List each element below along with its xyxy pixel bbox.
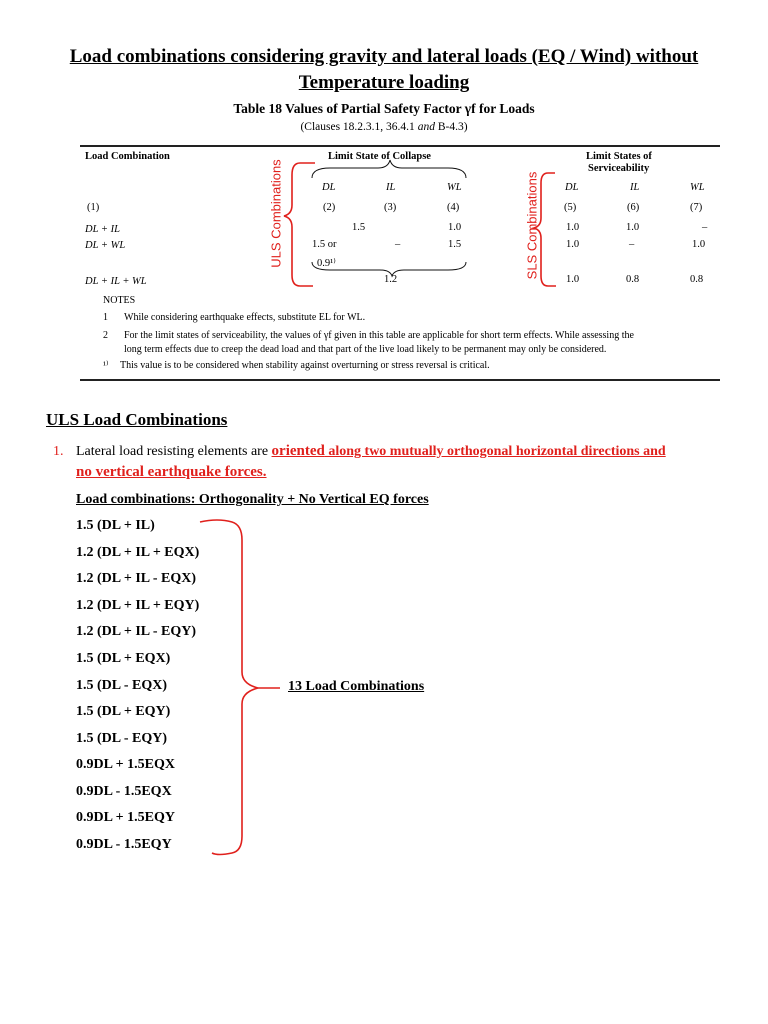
table-cell: 1.0: [626, 222, 640, 233]
sls-brace: [534, 173, 556, 286]
combination-item: 1.5 (DL + EQY): [76, 704, 171, 719]
combinations-brace: [200, 520, 258, 855]
table-cell: 1.0: [692, 239, 706, 250]
note-3: This value is to be considered when stability against overturning or stress reversal is critical.: [120, 360, 490, 371]
combination-item: 1.5 (DL + EQX): [76, 651, 171, 666]
clauses-suffix: B-4.3): [434, 121, 468, 133]
table-cell: –: [629, 239, 635, 250]
combination-item: 1.2 (DL + IL - EQX): [76, 571, 196, 586]
table-cell: 1.5: [352, 222, 366, 233]
note-2-number: 2: [103, 330, 108, 341]
combination-item: 1.2 (DL + IL + EQX): [76, 545, 200, 560]
col-il-service: IL: [630, 182, 640, 193]
item-red-oriented: oriented: [271, 443, 325, 459]
row-label: DL + IL: [85, 224, 120, 235]
row-label: DL + IL + WL: [85, 276, 147, 287]
table-cell: 0.8: [626, 274, 640, 285]
uls-combinations-label: ULS Combinations: [268, 159, 284, 268]
header-collapse: Limit State of Collapse: [328, 151, 431, 162]
collapse-brace-bottom: [312, 262, 466, 276]
table-cell: 1.0: [566, 222, 580, 233]
col-wl-service: WL: [690, 182, 705, 193]
note-1-number: 1: [103, 312, 108, 323]
title-line-1: Load combinations considering gravity and lateral loads (EQ / Wind) without: [69, 46, 699, 67]
combination-item: 0.9DL + 1.5EQY: [76, 810, 175, 825]
item-text-start: Lateral load resisting elements are: [76, 444, 272, 459]
collapse-brace-top: [312, 160, 466, 178]
table-cell: –: [395, 239, 401, 250]
colnum-7: (7): [690, 202, 703, 213]
header-serviceability-1: Limit States of: [586, 151, 652, 162]
combination-item: 0.9DL - 1.5EQX: [76, 784, 172, 799]
table-cell: 0.8: [690, 274, 704, 285]
combination-item: 1.5 (DL - EQY): [76, 731, 167, 746]
item-text: [76, 441, 756, 483]
table-cell: 1.0: [566, 239, 580, 250]
item-red-line-2: no vertical earthquake forces.: [76, 464, 267, 480]
clauses-and: and: [417, 121, 435, 133]
colnum-1: (1): [87, 202, 100, 213]
combination-item: 1.5 (DL - EQX): [76, 678, 167, 693]
combination-item: 1.2 (DL + IL + EQY): [76, 598, 200, 613]
colnum-2: (2): [323, 202, 336, 213]
table-cell: 1.0: [448, 222, 462, 233]
col-dl-collapse: DL: [322, 182, 336, 193]
table-cell: 1.2: [384, 274, 398, 285]
uls-brace: [284, 163, 315, 286]
title-line-2: Temperature loading: [298, 72, 470, 93]
item-number: 1.: [53, 444, 64, 459]
table-cell: –: [702, 222, 708, 233]
note-1: While considering earthquake effects, substitute EL for WL.: [124, 312, 366, 323]
colnum-3: (3): [384, 202, 397, 213]
combination-item: 0.9DL - 1.5EQY: [76, 837, 172, 852]
table-caption: Table 18 Values of Partial Safety Factor γf for Loads: [233, 101, 535, 116]
table-cell: 1.0: [566, 274, 580, 285]
combination-item: 1.2 (DL + IL - EQY): [76, 624, 196, 639]
col-il-collapse: IL: [386, 182, 396, 193]
combination-item: 1.5 (DL + IL): [76, 518, 155, 533]
row-label: DL + WL: [85, 240, 126, 251]
table-cell: 1.5 or: [312, 239, 337, 250]
table-cell: 0.9¹⁾: [317, 258, 336, 269]
uls-section-heading: ULS Load Combinations: [46, 410, 228, 429]
note-2-line-2: long term effects due to creep the dead load and that part of the live load likely to be permanent may only be considered.: [124, 344, 607, 355]
notes-heading: NOTES: [103, 295, 136, 306]
combinations-count-label: 13 Load Combinations: [288, 679, 425, 694]
item-red-rest: along two mutually orthogonal horizontal directions and: [324, 444, 666, 459]
combinations-subheading: Load combinations: Orthogonality + No Vertical EQ forces: [76, 492, 429, 507]
combination-item: 0.9DL + 1.5EQX: [76, 757, 175, 772]
header-load-combination: Load Combination: [85, 151, 170, 162]
header-serviceability-2: Serviceability: [588, 163, 650, 174]
colnum-5: (5): [564, 202, 577, 213]
colnum-4: (4): [447, 202, 460, 213]
colnum-6: (6): [627, 202, 640, 213]
clauses-prefix: (Clauses 18.2.3.1, 36.4.1: [300, 121, 418, 133]
col-wl-collapse: WL: [447, 182, 462, 193]
note-3-mark: ¹⁾: [103, 360, 109, 371]
col-dl-service: DL: [565, 182, 579, 193]
sls-combinations-label: SLS Combinations: [524, 171, 540, 280]
note-2-line-1: For the limit states of serviceability, the values of γf given in this table are applicable for short term effects. While assessing the: [124, 330, 634, 341]
table-cell: 1.5: [448, 239, 462, 250]
